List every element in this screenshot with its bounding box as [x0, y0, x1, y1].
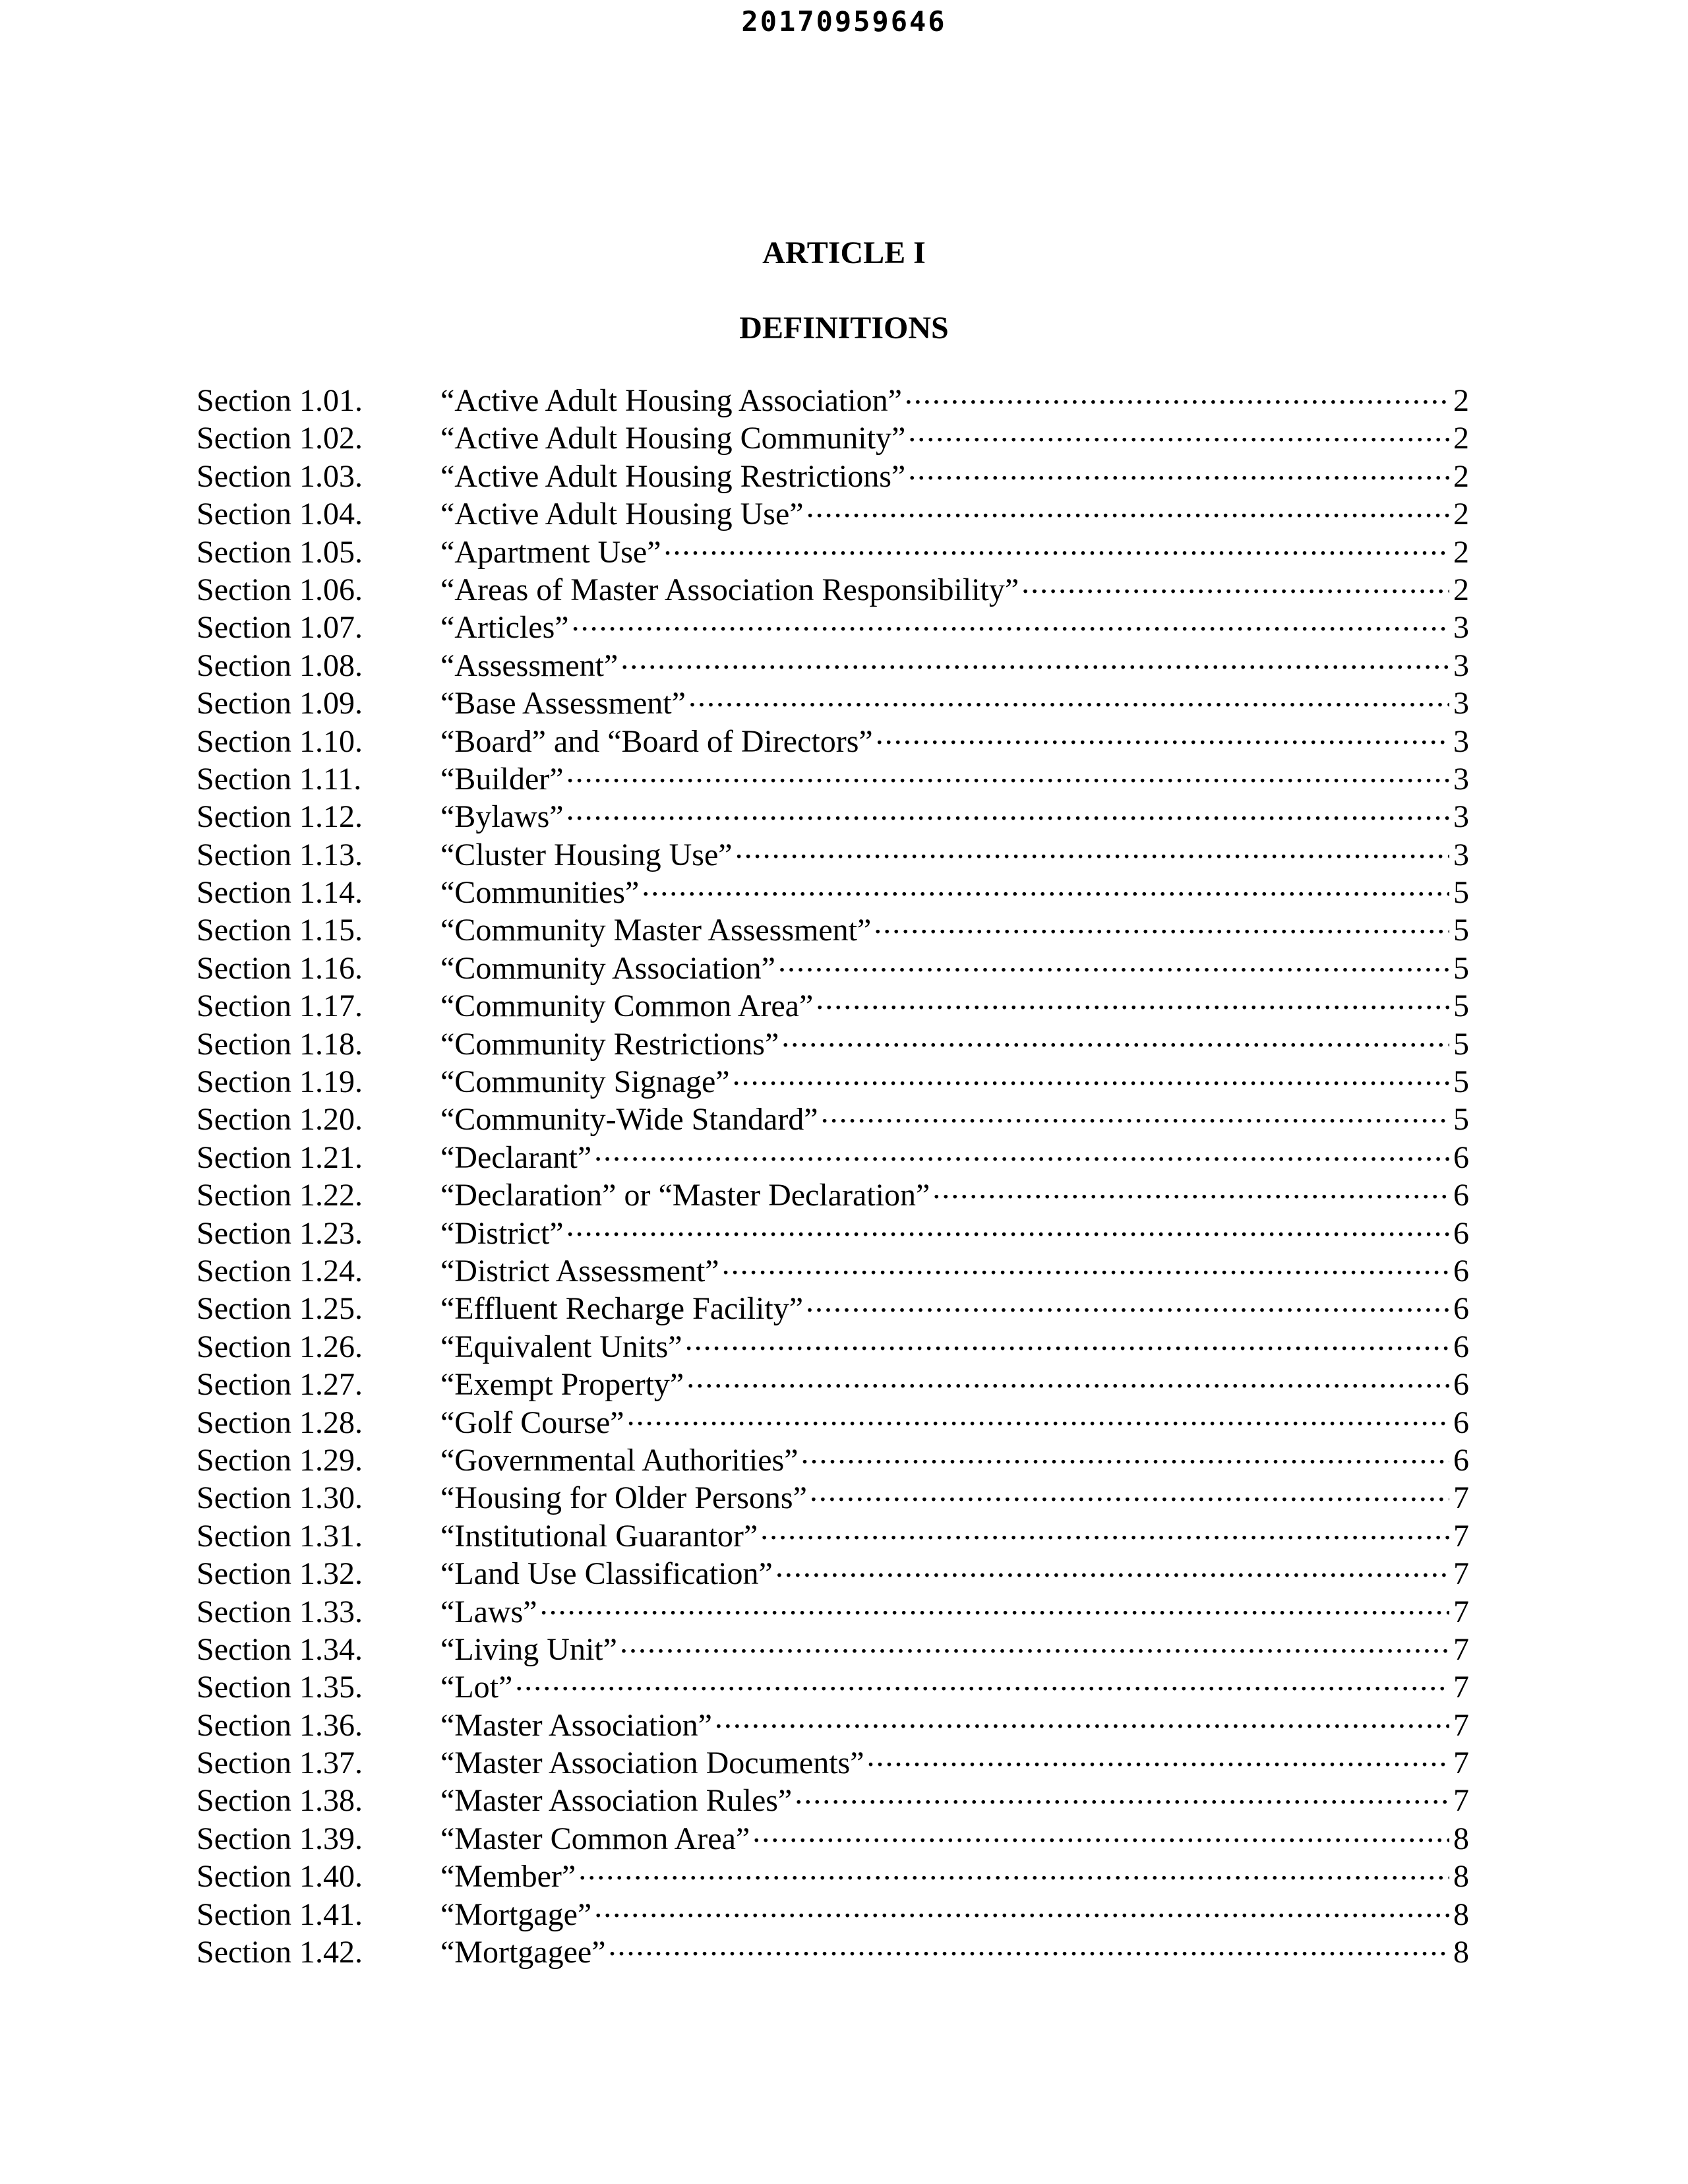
toc-section-title: “District”	[440, 1215, 564, 1251]
toc-entry	[196, 1174, 1469, 1211]
toc-entry	[196, 417, 1469, 454]
toc-section-number: Section 1.01.	[196, 383, 363, 418]
toc-section-title: “Community Restrictions”	[440, 1026, 779, 1062]
toc-section-number: Section 1.30.	[196, 1480, 363, 1516]
document-number: 20170959646	[741, 5, 947, 38]
toc-entry	[196, 1476, 1469, 1514]
toc-dot-leader	[620, 1628, 1449, 1660]
toc-section-number: Section 1.08.	[196, 648, 363, 683]
toc-dot-leader	[806, 1287, 1449, 1319]
toc-entry	[196, 1704, 1469, 1742]
toc-section-title: “Base Assessment”	[440, 686, 686, 721]
toc-dot-leader	[733, 1060, 1449, 1092]
toc-section-number: Section 1.37.	[196, 1745, 363, 1781]
toc-dot-leader	[685, 1325, 1449, 1357]
toc-section-number: Section 1.18.	[196, 1026, 363, 1062]
toc-section-number: Section 1.24.	[196, 1253, 363, 1289]
toc-page-number: 7	[1453, 1783, 1469, 1819]
toc-dot-leader	[874, 909, 1449, 940]
toc-dot-leader	[688, 682, 1449, 713]
toc-dot-leader	[566, 795, 1449, 827]
toc-section-title: “Master Association”	[440, 1707, 712, 1743]
toc-page-number: 7	[1453, 1670, 1469, 1705]
toc-dot-leader	[609, 1931, 1449, 1962]
toc-section-number: Section 1.35.	[196, 1670, 363, 1705]
toc-section-number: Section 1.31.	[196, 1518, 363, 1554]
toc-entry	[196, 455, 1469, 493]
toc-page-number: 6	[1453, 1253, 1469, 1289]
toc-section-title: “Master Association Documents”	[440, 1745, 864, 1781]
toc-section-title: “Areas of Master Association Responsibility”	[440, 572, 1019, 607]
toc-dot-leader	[778, 947, 1449, 979]
toc-page-number: 2	[1453, 458, 1469, 494]
toc-section-title: “Community-Wide Standard”	[440, 1102, 818, 1138]
toc-page-number: 7	[1453, 1480, 1469, 1516]
toc-section-title: “Active Adult Housing Use”	[440, 497, 804, 532]
toc-page-number: 8	[1453, 1896, 1469, 1932]
toc-entry	[196, 1212, 1469, 1250]
toc-page-number: 5	[1453, 1064, 1469, 1100]
toc-entry	[196, 1591, 1469, 1628]
toc-dot-leader	[664, 531, 1449, 562]
toc-section-title: “Community Signage”	[440, 1064, 730, 1100]
toc-dot-leader	[620, 644, 1449, 676]
toc-section-title: “Declarant”	[440, 1139, 592, 1175]
toc-section-title: “Active Adult Housing Community”	[440, 421, 906, 456]
toc-section-number: Section 1.14.	[196, 875, 363, 911]
toc-section-title: “Assessment”	[440, 648, 618, 683]
toc-entry	[196, 1325, 1469, 1363]
toc-section-number: Section 1.15.	[196, 913, 363, 948]
toc-entry	[196, 568, 1469, 606]
toc-page-number: 6	[1453, 1329, 1469, 1364]
toc-dot-leader	[795, 1779, 1449, 1811]
toc-entry	[196, 720, 1469, 758]
toc-section-number: Section 1.33.	[196, 1594, 363, 1629]
toc-page-number: 8	[1453, 1821, 1469, 1856]
toc-section-title: “Community Association”	[440, 950, 775, 986]
toc-section-number: Section 1.16.	[196, 950, 363, 986]
toc-entry	[196, 947, 1469, 985]
toc-section-title: “Living Unit”	[440, 1631, 617, 1667]
toc-section-title: “Articles”	[440, 610, 569, 646]
toc-entry	[196, 1628, 1469, 1666]
toc-section-title: “District Assessment”	[440, 1253, 719, 1289]
toc-page-number: 5	[1453, 913, 1469, 948]
toc-dot-leader	[867, 1742, 1449, 1773]
toc-section-title: “Community Common Area”	[440, 988, 814, 1024]
toc-section-number: Section 1.32.	[196, 1556, 363, 1592]
toc-entry	[196, 1515, 1469, 1552]
toc-section-title: “Communities”	[440, 875, 640, 911]
toc-dot-leader	[594, 1893, 1449, 1925]
toc-section-number: Section 1.05.	[196, 534, 363, 570]
toc-section-title: “Builder”	[440, 761, 564, 797]
toc-section-title: “Equivalent Units”	[440, 1329, 682, 1364]
toc-entry	[196, 1060, 1469, 1098]
toc-section-title: “Bylaws”	[440, 799, 564, 835]
toc-page-number: 3	[1453, 686, 1469, 721]
toc-dot-leader	[905, 379, 1449, 411]
toc-entry	[196, 1742, 1469, 1779]
toc-section-title: “Exempt Property”	[440, 1367, 684, 1403]
toc-entry	[196, 909, 1469, 946]
toc-entry	[196, 1666, 1469, 1703]
toc-section-number: Section 1.04.	[196, 497, 363, 532]
toc-section-number: Section 1.38.	[196, 1783, 363, 1819]
toc-section-number: Section 1.36.	[196, 1707, 363, 1743]
toc-dot-leader	[594, 1136, 1449, 1168]
toc-section-number: Section 1.34.	[196, 1631, 363, 1667]
toc-dot-leader	[908, 417, 1449, 448]
toc-entry	[196, 985, 1469, 1022]
toc-dot-leader	[572, 606, 1449, 638]
toc-entry	[196, 1552, 1469, 1590]
toc-page-number: 2	[1453, 383, 1469, 418]
toc-dot-leader	[908, 455, 1449, 487]
toc-page-number: 3	[1453, 723, 1469, 759]
toc-section-number: Section 1.42.	[196, 1935, 363, 1970]
toc-page-number: 6	[1453, 1291, 1469, 1327]
toc-section-number: Section 1.28.	[196, 1405, 363, 1440]
toc-section-title: “Declaration” or “Master Declaration”	[440, 1178, 930, 1213]
toc-page-number: 3	[1453, 799, 1469, 835]
article-subtitle: DEFINITIONS	[739, 311, 949, 346]
toc-section-title: “Mortgagee”	[440, 1935, 606, 1970]
toc-entry	[196, 1250, 1469, 1287]
toc-page-number: 8	[1453, 1859, 1469, 1895]
toc-section-title: “Laws”	[440, 1594, 537, 1629]
toc-section-number: Section 1.39.	[196, 1821, 363, 1856]
toc-section-title: “Lot”	[440, 1670, 513, 1705]
toc-section-number: Section 1.40.	[196, 1859, 363, 1895]
toc-section-title: “Mortgage”	[440, 1896, 592, 1932]
toc-dot-leader	[806, 493, 1449, 524]
toc-entry	[196, 1931, 1469, 1968]
toc-page-number: 6	[1453, 1139, 1469, 1175]
toc-section-title: “Community Master Assessment”	[440, 913, 872, 948]
toc-section-number: Section 1.20.	[196, 1102, 363, 1138]
toc-entry	[196, 606, 1469, 644]
toc-page-number: 7	[1453, 1631, 1469, 1667]
toc-page-number: 8	[1453, 1935, 1469, 1970]
toc-section-number: Section 1.21.	[196, 1139, 363, 1175]
toc-page-number: 5	[1453, 988, 1469, 1024]
toc-entry	[196, 1401, 1469, 1439]
toc-entry	[196, 1136, 1469, 1174]
toc-section-number: Section 1.41.	[196, 1896, 363, 1932]
toc-dot-leader	[821, 1098, 1449, 1130]
toc-section-title: “Effluent Recharge Facility”	[440, 1291, 804, 1327]
toc-section-title: “Active Adult Housing Restrictions”	[440, 458, 906, 494]
toc-section-title: “Land Use Classification”	[440, 1556, 773, 1592]
toc-entry	[196, 834, 1469, 871]
toc-section-title: “Master Association Rules”	[440, 1783, 793, 1819]
toc-section-title: “Apartment Use”	[440, 534, 661, 570]
toc-dot-leader	[566, 758, 1449, 789]
toc-page-number: 6	[1453, 1178, 1469, 1213]
toc-page-number: 6	[1453, 1367, 1469, 1403]
toc-section-number: Section 1.23.	[196, 1215, 363, 1251]
toc-section-title: “Governmental Authorities”	[440, 1442, 799, 1478]
toc-entry	[196, 1287, 1469, 1325]
toc-entry	[196, 871, 1469, 909]
toc-section-number: Section 1.19.	[196, 1064, 363, 1100]
toc-page-number: 7	[1453, 1556, 1469, 1592]
toc-entry	[196, 644, 1469, 682]
table-of-contents	[196, 379, 1469, 1968]
toc-section-number: Section 1.22.	[196, 1178, 363, 1213]
toc-page-number: 7	[1453, 1745, 1469, 1781]
toc-section-number: Section 1.07.	[196, 610, 363, 646]
toc-page-number: 6	[1453, 1215, 1469, 1251]
toc-section-title: “Member”	[440, 1859, 576, 1895]
toc-dot-leader	[775, 1552, 1449, 1584]
toc-dot-leader	[578, 1855, 1449, 1887]
toc-page-number: 3	[1453, 648, 1469, 683]
toc-section-title: “Golf Course”	[440, 1405, 624, 1440]
toc-dot-leader	[816, 985, 1449, 1016]
toc-section-number: Section 1.17.	[196, 988, 363, 1024]
toc-page-number: 2	[1453, 497, 1469, 532]
toc-page-number: 7	[1453, 1594, 1469, 1629]
toc-dot-leader	[642, 871, 1449, 903]
toc-dot-leader	[781, 1023, 1449, 1054]
toc-dot-leader	[801, 1439, 1449, 1471]
toc-dot-leader	[566, 1212, 1449, 1244]
toc-page-number: 7	[1453, 1707, 1469, 1743]
toc-dot-leader	[752, 1817, 1449, 1849]
toc-section-number: Section 1.09.	[196, 686, 363, 721]
toc-page-number: 5	[1453, 1026, 1469, 1062]
toc-section-number: Section 1.06.	[196, 572, 363, 607]
toc-page-number: 5	[1453, 1102, 1469, 1138]
toc-section-title: “Housing for Older Persons”	[440, 1480, 807, 1516]
toc-section-title: “Board” and “Board of Directors”	[440, 723, 873, 759]
toc-entry	[196, 531, 1469, 568]
toc-entry	[196, 795, 1469, 833]
toc-dot-leader	[876, 720, 1449, 752]
toc-dot-leader	[627, 1401, 1449, 1433]
toc-page-number: 2	[1453, 421, 1469, 456]
toc-entry	[196, 1893, 1469, 1931]
toc-section-title: “Institutional Guarantor”	[440, 1518, 758, 1554]
toc-entry	[196, 1779, 1469, 1817]
toc-entry	[196, 1439, 1469, 1476]
toc-dot-leader	[715, 1704, 1449, 1736]
toc-section-title: “Master Common Area”	[440, 1821, 750, 1856]
toc-entry	[196, 1023, 1469, 1060]
toc-dot-leader	[1021, 568, 1449, 600]
toc-page-number: 6	[1453, 1442, 1469, 1478]
article-title: ARTICLE I	[762, 235, 926, 270]
toc-dot-leader	[686, 1363, 1449, 1395]
toc-section-number: Section 1.11.	[196, 761, 362, 797]
toc-dot-leader	[810, 1476, 1449, 1508]
toc-dot-leader	[722, 1250, 1449, 1281]
toc-entry	[196, 758, 1469, 795]
toc-page-number: 6	[1453, 1405, 1469, 1440]
toc-entry	[196, 1855, 1469, 1893]
toc-page-number: 7	[1453, 1518, 1469, 1554]
toc-entry	[196, 1817, 1469, 1855]
toc-page-number: 5	[1453, 950, 1469, 986]
toc-section-number: Section 1.13.	[196, 837, 363, 872]
toc-entry	[196, 682, 1469, 719]
toc-entry	[196, 493, 1469, 530]
toc-dot-leader	[735, 834, 1449, 865]
toc-dot-leader	[932, 1174, 1449, 1205]
toc-dot-leader	[540, 1591, 1449, 1622]
toc-section-number: Section 1.02.	[196, 421, 363, 456]
toc-page-number: 5	[1453, 875, 1469, 911]
toc-section-title: “Cluster Housing Use”	[440, 837, 733, 872]
toc-page-number: 3	[1453, 610, 1469, 646]
toc-section-number: Section 1.03.	[196, 458, 363, 494]
toc-entry	[196, 379, 1469, 417]
toc-section-title: “Active Adult Housing Association”	[440, 383, 902, 418]
toc-dot-leader	[515, 1666, 1449, 1697]
toc-dot-leader	[760, 1515, 1449, 1546]
toc-section-number: Section 1.29.	[196, 1442, 363, 1478]
toc-section-number: Section 1.10.	[196, 723, 363, 759]
toc-entry	[196, 1363, 1469, 1401]
toc-page-number: 2	[1453, 534, 1469, 570]
toc-page-number: 3	[1453, 837, 1469, 872]
toc-section-number: Section 1.26.	[196, 1329, 363, 1364]
toc-entry	[196, 1098, 1469, 1136]
toc-section-number: Section 1.25.	[196, 1291, 363, 1327]
toc-page-number: 2	[1453, 572, 1469, 607]
toc-section-number: Section 1.27.	[196, 1367, 363, 1403]
toc-page-number: 3	[1453, 761, 1469, 797]
toc-section-number: Section 1.12.	[196, 799, 363, 835]
